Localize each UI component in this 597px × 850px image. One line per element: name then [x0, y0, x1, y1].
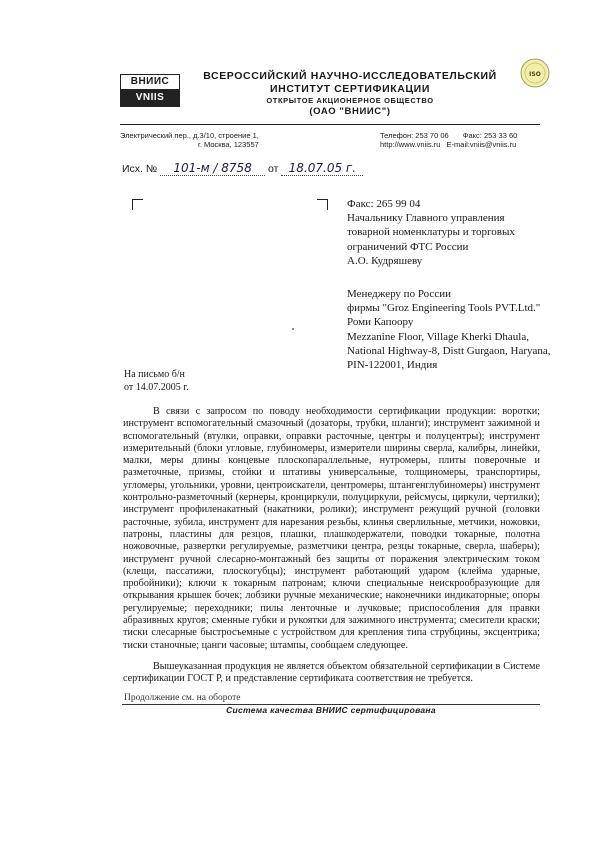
footer-quality-note: Система качества ВНИИС сертифицирована [226, 705, 436, 715]
address-line2: г. Москва, 123557 [198, 140, 259, 149]
body-paragraph-1: В связи с запросом по поводу необходимости сертификации продукции: воротки; инструмент вспомогательный смазочный (дозаторы, трубки, шланги); инструмент зажимной и вспомогательный (втулки, оправки, оправки расточные, центры и полуцентры); инструмент измерительный (блоки угловые, глубиномеры, измерители ширины сверла, калибры, линейки, малки, меры длины концевые плоскопараллельные, нутромеры, плиты поверочные и разметочные, призмы, стойки и штативы универсальные, толщиномеры, транспортиры, угломеры, угольники, уровни, центроискатели, центромеры, штангенглубиномеры) инструмент контрольно-разметочный (кернеры, кронциркули, полуциркули, рейсмусы, циркули, чертилки); инструмент профиленакатный (накатники, ролики); инструмент режущий ручной (головки расточные, зубила, инструмент для нарезания резьбы, клинья сверлильные, метчики, ножовки, патроны, пластины для резцов, плашки, плашкодержатели, поводки токарные, полотна ножовочные, развертки регулируемые, разметчики центра, резцы токарные, сверла, шаберы); инструмент ручной слесарно-монтажный без защиты от поражения электрическим током (клещи, пассатижи, плоскогубцы); инструмент работающий ударом (клейма ударные, пробойники); ключи к токарным патронам; ключи специальные неискрообразующие для открывания крышек бочек; лобзики ручные механические; наконечники индикаторные; опоры регулируемые; переходники; пилы ленточные и лучковые; приспособления для правки абразивных кругов; сменные губки и рукоятки для зажимного инструмента; смесители краски; тиски слесарные быстросъемные с устройством для крепления типа струбцины, эксцентрика; тиски станочные; цанги часовые; штампы, сообщаем следующее. [123, 406, 540, 651]
header-divider [120, 124, 540, 125]
recipient-customs [347, 197, 547, 268]
logo-bottom-text: VNIIS [120, 89, 180, 107]
vniis-logo [120, 74, 180, 110]
org-type: ОТКРЫТОЕ АКЦИОНЕРНОЕ ОБЩЕСТВО [266, 96, 434, 105]
postal-address [120, 131, 330, 149]
recipient1-line2: товарной номенклатуры и торговых [347, 226, 515, 239]
recipient1-name: А.О. Кудряшеву [347, 254, 423, 267]
letter-reference [124, 369, 189, 394]
outgoing-date-label: от [268, 163, 279, 175]
recipient2-company: фирмы "Groz Engineering Tools PVT.Ltd." [347, 302, 541, 315]
outgoing-label: Исх. № [122, 163, 158, 175]
outgoing-number-line [122, 161, 363, 176]
continuation-note: Продолжение см. на обороте [124, 693, 241, 703]
body-paragraph-2: Вышеуказанная продукция не является объектом обязательной сертификации в Системе сертификации ГОСТ Р, и представление сертификата соответствия не требуется. [123, 661, 540, 685]
recipient1-line3: ограничений ФТС России [347, 240, 469, 253]
email-address: vniis@vniis.ru [469, 140, 517, 149]
website: http://www.vniis.ru [380, 140, 441, 149]
recipient1-line1: Начальнику Главного управления [347, 212, 505, 225]
org-name-line1: ВСЕРОССИЙСКИЙ НАУЧНО-ИССЛЕДОВАТЕЛЬСКИЙ [203, 70, 497, 82]
logo-top-text: ВНИИС [120, 74, 180, 89]
reference-line2: от 14.07.2005 г. [124, 381, 189, 393]
contacts-block [380, 131, 550, 149]
phone-label: Телефон: [380, 131, 414, 140]
email-label: E-mail: [446, 140, 470, 149]
org-name-line2: ИНСТИТУТ СЕРТИФИКАЦИИ [270, 83, 430, 95]
org-short-name: (ОАО "ВНИИС") [309, 106, 391, 117]
badge-text: ISO [529, 71, 541, 78]
recipient-groz [347, 287, 557, 372]
recipient2-address2: National Highway-8, Distt Gurgaon, Haryana, [347, 344, 551, 357]
outgoing-number: 101-м / 8758 [173, 161, 252, 175]
recipient-fax: Факс: 265 99 04 [347, 198, 421, 210]
recipient2-address1: Mezzanine Floor, Village Kherki Dhaula, [347, 330, 529, 343]
recipient2-address3: PIN-122001, Индия [347, 359, 438, 372]
fax-label: Факс: [462, 131, 482, 140]
outgoing-date: 18.07.05 г. [288, 161, 357, 175]
address-corner-mark-right [317, 199, 328, 210]
recipient2-name: Роми Капоору [347, 316, 414, 329]
certification-badge-icon [520, 58, 550, 88]
fax-number: 253 33 60 [483, 131, 518, 140]
stray-mark [292, 328, 294, 330]
recipient2-line1: Менеджеру по России [347, 288, 451, 300]
address-corner-mark-left [132, 199, 143, 210]
address-line1: Электрический пер., д.3/10, строение 1, [120, 131, 259, 140]
reference-line1: На письмо б/н [124, 369, 185, 380]
phone-number: 253 70 06 [415, 131, 449, 140]
organization-header [200, 70, 500, 118]
